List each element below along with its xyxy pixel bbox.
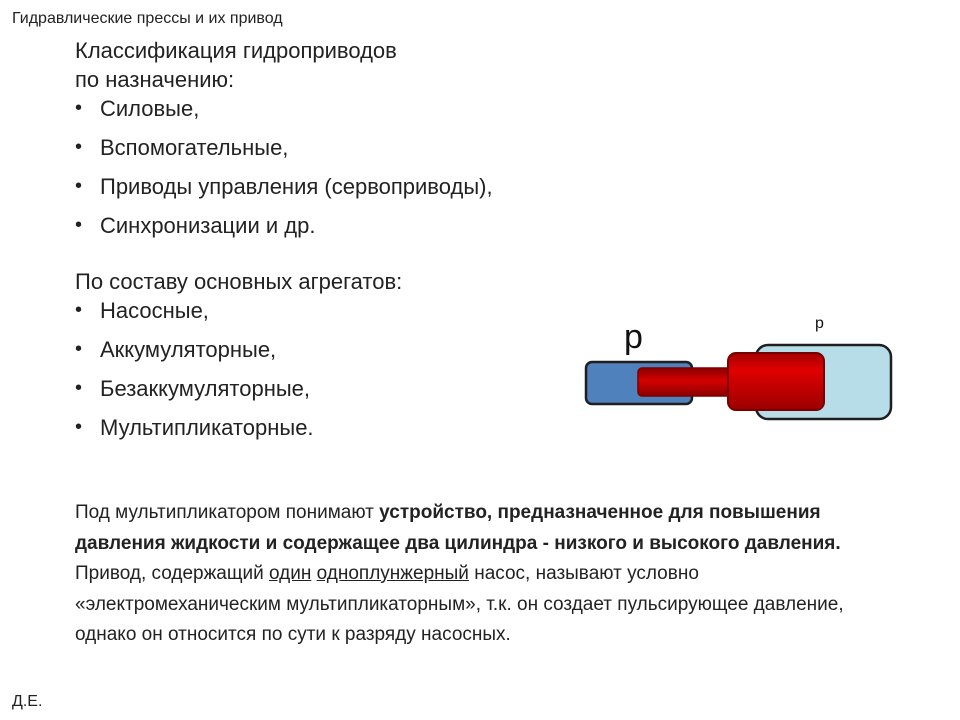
- bullet-icon: •: [75, 299, 83, 321]
- piston-head: [728, 353, 824, 410]
- purpose-list: [75, 94, 675, 240]
- section2-title: По составу основных агрегатов:: [75, 269, 403, 294]
- bullet-icon: •: [75, 97, 83, 119]
- list-item: • Мультипликаторные.: [75, 415, 314, 440]
- list-item: • Насосные,: [75, 298, 209, 323]
- list-item: • Вспомогательные,: [75, 135, 289, 160]
- section1-title-line1: Классификация гидроприводов: [75, 38, 397, 63]
- list-item: • Безаккумуляторные,: [75, 376, 311, 401]
- pressure-label-small: p: [815, 315, 824, 332]
- list-item: • Силовые,: [75, 96, 200, 121]
- slide-header: Гидравлические прессы и их привод: [12, 10, 283, 27]
- pressure-label-large: p: [624, 318, 643, 356]
- description-paragraph: Под мультипликатором понимают устройство, предназначенное для повышения давления жидкости и содержащее два цилиндра - низкого и высокого давления. Привод, содержащий один одноплунжерный насос, называют условно «электромеханическим мультипликаторным», т.к. он создает пульсирующее давление, однако он относится по сути к разряду насосных.: [75, 502, 844, 645]
- bullet-icon: •: [75, 416, 83, 438]
- list-item: • Синхронизации и др.: [75, 213, 316, 238]
- slide-footer: Д.Е.: [12, 693, 43, 710]
- list-item: • Приводы управления (сервоприводы),: [75, 174, 493, 199]
- underlined-word: один: [269, 563, 312, 584]
- definition-bold: устройство, предназначенное для повышения давления жидкости и содержащее два цилиндра - низкого и высокого давления.: [75, 502, 841, 554]
- section1-title-line2: по назначению:: [75, 67, 235, 92]
- bullet-icon: •: [75, 136, 83, 158]
- underlined-word: одноплунжерный: [316, 563, 469, 584]
- list-item: • Аккумуляторные,: [75, 337, 277, 362]
- bullet-icon: •: [75, 214, 83, 236]
- bullet-icon: •: [75, 377, 83, 399]
- bullet-icon: •: [75, 175, 83, 197]
- multiplier-diagram: [580, 310, 900, 430]
- bullet-icon: •: [75, 338, 83, 360]
